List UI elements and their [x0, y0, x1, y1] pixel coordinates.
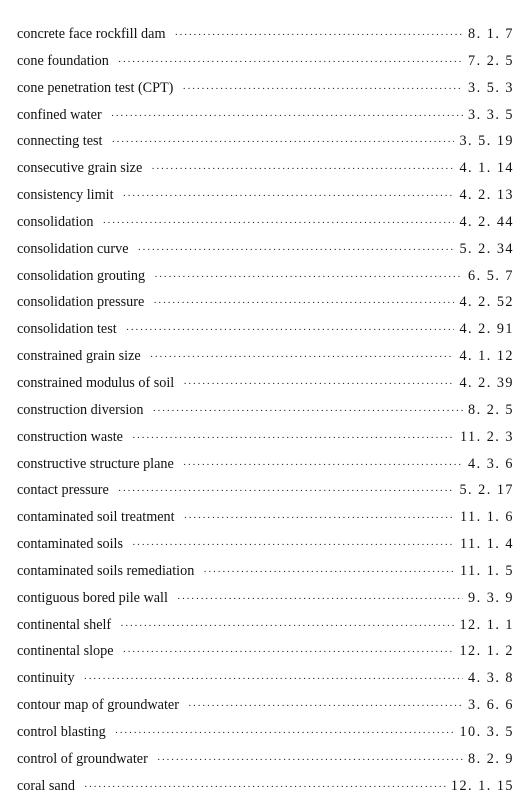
- index-term: control of groundwater: [17, 750, 148, 767]
- section-reference: 4. 2. 44: [459, 213, 514, 230]
- index-term: contaminated soil treatment: [17, 509, 175, 526]
- section-reference: 4. 2. 39: [459, 374, 514, 391]
- index-term: consolidation pressure: [17, 294, 145, 311]
- section-reference: 3. 5. 3: [468, 79, 514, 96]
- section-reference: 10. 3. 5: [459, 723, 514, 740]
- dot-leader: [115, 728, 455, 739]
- index-entry: [17, 134, 514, 161]
- dot-leader: [84, 674, 463, 685]
- index-entry: [17, 161, 514, 188]
- index-entry: [17, 591, 514, 618]
- section-reference: 5. 2. 17: [459, 482, 514, 499]
- index-term: coral sand: [17, 777, 75, 794]
- dot-leader: [84, 782, 446, 793]
- index-entry: [17, 430, 514, 457]
- index-entry: [17, 483, 514, 510]
- dot-leader: [203, 567, 455, 578]
- index-entry: [17, 188, 514, 215]
- dot-leader: [111, 111, 463, 122]
- index-entry: [17, 27, 514, 54]
- index-term: continental shelf: [17, 616, 112, 633]
- index-entry: [17, 618, 514, 645]
- index-term: consolidation curve: [17, 240, 129, 257]
- index-list: [17, 27, 514, 805]
- section-reference: 3. 5. 19: [459, 133, 514, 150]
- index-term: consecutive grain size: [17, 160, 143, 177]
- section-reference: 12. 1. 2: [459, 643, 514, 660]
- section-reference: 6. 5. 7: [468, 267, 514, 284]
- index-term: consolidation grouting: [17, 267, 146, 284]
- dot-leader: [151, 164, 454, 175]
- dot-leader: [138, 245, 455, 256]
- section-reference: 12. 1. 15: [450, 777, 514, 794]
- index-entry: [17, 779, 514, 806]
- index-entry: [17, 752, 514, 779]
- index-entry: [17, 725, 514, 752]
- index-entry: [17, 644, 514, 671]
- dot-leader: [157, 755, 463, 766]
- dot-leader: [123, 191, 455, 202]
- dot-leader: [126, 325, 455, 336]
- index-term: concrete face rockfill dam: [17, 26, 166, 42]
- dot-leader: [120, 621, 454, 632]
- index-term: contiguous bored pile wall: [17, 589, 168, 606]
- index-term: connecting test: [17, 133, 103, 150]
- dot-leader: [112, 137, 455, 148]
- index-term: contact pressure: [17, 482, 109, 499]
- index-term: consolidation test: [17, 321, 117, 338]
- section-reference: 3. 3. 5: [468, 106, 514, 123]
- section-reference: 4. 3. 6: [468, 455, 514, 472]
- index-entry: [17, 295, 514, 322]
- index-entry: [17, 215, 514, 242]
- index-term: cone penetration test (CPT): [17, 79, 174, 96]
- dot-leader: [152, 406, 463, 417]
- index-entry: [17, 349, 514, 376]
- index-term: confined water: [17, 106, 102, 123]
- index-term: construction waste: [17, 428, 123, 445]
- section-reference: 4. 3. 8: [468, 670, 514, 687]
- dot-leader: [132, 540, 455, 551]
- dot-leader: [132, 433, 455, 444]
- dot-leader: [177, 594, 463, 605]
- index-entry: [17, 242, 514, 269]
- section-reference: 7. 2. 5: [468, 52, 514, 69]
- section-reference: 8. 2. 9: [468, 750, 514, 767]
- index-entry: [17, 564, 514, 591]
- section-reference: 4. 2. 13: [459, 187, 514, 204]
- dot-leader: [123, 647, 455, 658]
- index-term: continental slope: [17, 643, 114, 660]
- index-term: contour map of groundwater: [17, 697, 179, 714]
- index-entry: [17, 671, 514, 698]
- index-term: continuity: [17, 670, 75, 687]
- index-entry: [17, 698, 514, 725]
- dot-leader: [118, 57, 463, 68]
- section-reference: 11. 2. 3: [459, 428, 514, 445]
- index-entry: [17, 81, 514, 108]
- dot-leader: [153, 298, 454, 309]
- index-term: contaminated soils remediation: [17, 562, 195, 579]
- section-reference: 5. 2. 34: [459, 240, 514, 257]
- index-entry: [17, 54, 514, 81]
- dot-leader: [183, 379, 454, 390]
- section-reference: 4. 1. 14: [459, 160, 514, 177]
- index-entry: [17, 537, 514, 564]
- section-reference: 3. 6. 6: [468, 697, 514, 714]
- index-entry: [17, 108, 514, 135]
- index-term: contaminated soils: [17, 536, 123, 553]
- index-term: control blasting: [17, 723, 106, 740]
- index-term: constructive structure plane: [17, 455, 174, 472]
- section-reference: 4. 2. 52: [459, 294, 514, 311]
- section-reference: 4. 1. 12: [459, 348, 514, 365]
- index-entry: [17, 403, 514, 430]
- dot-leader: [150, 352, 455, 363]
- section-reference: 8. 1. 7: [468, 26, 514, 42]
- dot-leader: [154, 272, 463, 283]
- dot-leader: [174, 30, 463, 41]
- index-entry: [17, 376, 514, 403]
- dot-leader: [188, 701, 463, 712]
- dot-leader: [184, 513, 455, 524]
- section-reference: 8. 2. 5: [468, 401, 514, 418]
- index-term: consistency limit: [17, 187, 114, 204]
- index-entry: [17, 269, 514, 296]
- section-reference: 11. 1. 5: [459, 562, 514, 579]
- index-entry: [17, 510, 514, 537]
- index-term: construction diversion: [17, 401, 144, 418]
- index-term: consolidation: [17, 213, 94, 230]
- section-reference: 11. 1. 4: [459, 536, 514, 553]
- section-reference: 12. 1. 1: [459, 616, 514, 633]
- index-entry: [17, 322, 514, 349]
- dot-leader: [118, 486, 455, 497]
- section-reference: 11. 1. 6: [459, 509, 514, 526]
- section-reference: 4. 2. 91: [459, 321, 514, 338]
- index-term: constrained grain size: [17, 348, 141, 365]
- section-reference: 9. 3. 9: [468, 589, 514, 606]
- index-term: constrained modulus of soil: [17, 374, 175, 391]
- index-term: cone foundation: [17, 52, 109, 69]
- dot-leader: [182, 84, 463, 95]
- index-entry: [17, 457, 514, 484]
- dot-leader: [183, 460, 463, 471]
- dot-leader: [102, 218, 454, 229]
